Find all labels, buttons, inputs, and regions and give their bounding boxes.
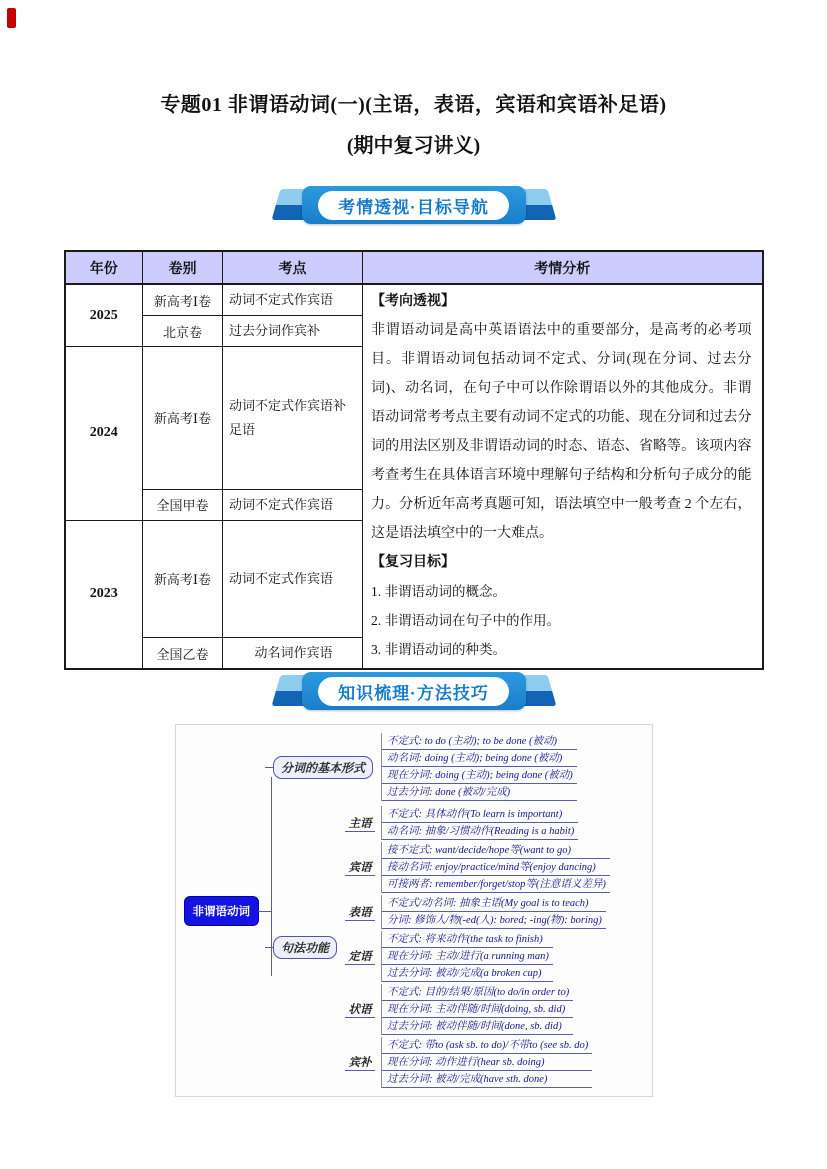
group-predicative <box>345 895 610 929</box>
point-cell: 动词不定式作宾语 <box>223 520 363 638</box>
mindmap-leaf: 动名词: doing (主动); being done (被动) <box>382 750 577 767</box>
paper-cell: 全国乙卷 <box>143 638 223 670</box>
point-cell: 动词不定式作宾语 <box>223 489 363 520</box>
mindmap-leaf: 过去分词: 被动伴随/时间(done, sb. did) <box>382 1018 573 1035</box>
mindmap-leaf: 可接两者: remember/forget/stop等(注意语义差异) <box>382 876 610 893</box>
mindmap-leaf: 接不定式: want/decide/hope等(want to go) <box>382 842 610 859</box>
mindmap-root-node: 非谓语动词 <box>184 896 260 926</box>
page-title: 专题01 非谓语动词(一)(主语，表语，宾语和宾语补足语) <box>160 94 667 116</box>
branch-label: 句法功能 <box>273 936 337 959</box>
paper-cell: 新高考Ⅰ卷 <box>143 520 223 638</box>
banner-title: 考情透视·目标导航 <box>318 191 509 220</box>
group-leaves <box>381 842 610 893</box>
year-cell: 2025 <box>65 284 143 347</box>
analysis-paragraph: 非谓语动词是高中英语语法中的重要部分，是高考的必考项目。非谓语动词包括动词不定式、分词(现在分词、过去分词)、动名词，在句子中可以作除谓语以外的其他成分。非谓语动词常考考点主要有动词不定式的功能、现在分词和过去分词的用法区别及非谓语动词的时态、语态、省略等。该项内容考查考生在具体语言环境中理解句子结构和分析句子成分的能力。分析近年高考真题可知，语法填空中一般考查 2 个左右，这是语法填空中的一大难点。 <box>371 323 752 541</box>
year-cell: 2024 <box>65 347 143 521</box>
mindmap-leaf: 过去分词: 被动/完成(a broken cup) <box>382 965 553 982</box>
point-cell: 动词不定式作宾语补足语 <box>223 347 363 490</box>
group-label: 主语 <box>345 815 375 832</box>
group-label: 表语 <box>345 904 375 921</box>
col-header-point: 考点 <box>223 251 363 284</box>
point-cell: 动名词作宾语 <box>223 638 363 670</box>
group-adverbial <box>345 984 610 1035</box>
point-cell: 动词不定式作宾语 <box>223 284 363 316</box>
group-leaves <box>381 1037 592 1088</box>
title-block <box>0 0 827 158</box>
section-banner-exam-insight <box>276 186 552 224</box>
mindmap-leaf: 现在分词: 动作进行(hear sb. doing) <box>382 1054 592 1071</box>
banner-body <box>302 186 526 224</box>
mindmap-branch-basic-forms <box>273 733 646 801</box>
mindmap-branches <box>273 733 646 1088</box>
group-object <box>345 842 610 893</box>
mindmap-leaf: 现在分词: 主动/进行(a running man) <box>382 948 553 965</box>
group-label: 宾语 <box>345 859 375 876</box>
mindmap-leaf: 现在分词: 主动伴随/时间(doing, sb. did) <box>382 1001 573 1018</box>
section-banner-knowledge <box>276 672 552 710</box>
branch-leaves <box>381 733 577 801</box>
paper-cell: 新高考Ⅰ卷 <box>143 347 223 490</box>
goals-section-title: 【复习目标】 <box>371 555 455 570</box>
table-header-row <box>65 251 763 284</box>
group-leaves <box>381 931 553 982</box>
banner-body <box>302 672 526 710</box>
paper-cell: 全国甲卷 <box>143 489 223 520</box>
group-leaves <box>381 806 578 840</box>
group-subject <box>345 806 610 840</box>
mindmap-leaf: 过去分词: 被动/完成(have sth. done) <box>382 1071 592 1088</box>
paper-cell: 北京卷 <box>143 316 223 347</box>
mindmap-branch-functions <box>273 806 646 1088</box>
mindmap-leaf: 不定式: 将来动作(the task to finish) <box>382 931 553 948</box>
mindmap-leaf: 现在分词: doing (主动); being done (被动) <box>382 767 577 784</box>
mindmap-leaf: 不定式: 目的/结果/原因(to do/in order to) <box>382 984 573 1001</box>
group-leaves <box>381 895 606 929</box>
col-header-year: 年份 <box>65 251 143 284</box>
function-groups <box>345 806 610 1088</box>
red-corner-mark <box>7 8 16 28</box>
branch-label: 分词的基本形式 <box>273 756 373 779</box>
group-label: 定语 <box>345 948 375 965</box>
goal-item: 3. 非谓语动词的种类。 <box>371 642 506 657</box>
mindmap-leaf: 不定式: 带to (ask sb. to do)/不带to (see sb. do) <box>382 1037 592 1054</box>
table-row <box>65 284 763 316</box>
group-object-complement <box>345 1037 610 1088</box>
mindmap-leaf: 接动名词: enjoy/practice/mind等(enjoy dancing) <box>382 859 610 876</box>
mindmap-leaf: 不定式/动名词: 抽象主语(My goal is to teach) <box>382 895 606 912</box>
page-subtitle: (期中复习讲义) <box>346 135 481 157</box>
mindmap-leaf: 不定式: to do (主动); to be done (被动) <box>382 733 577 750</box>
analysis-section-title: 【考向透视】 <box>371 294 455 309</box>
group-leaves <box>381 984 573 1035</box>
goal-item: 2. 非谓语动词在句子中的作用。 <box>371 613 560 628</box>
group-attributive <box>345 931 610 982</box>
analysis-cell <box>363 284 763 669</box>
exam-overview-table <box>64 250 764 670</box>
group-label: 状语 <box>345 1001 375 1018</box>
mindmap-leaf: 不定式: 具体动作(To learn is important) <box>382 806 578 823</box>
mindmap-leaf: 分词: 修饰人/物(-ed(人): bored; -ing(物): boring) <box>382 912 606 929</box>
paper-cell: 新高考Ⅰ卷 <box>143 284 223 316</box>
mindmap-non-finite-verbs <box>175 724 653 1097</box>
col-header-paper: 卷别 <box>143 251 223 284</box>
point-cell: 过去分词作宾补 <box>223 316 363 347</box>
banner-title: 知识梳理·方法技巧 <box>318 677 509 706</box>
mindmap-leaf: 过去分词: done (被动/完成) <box>382 784 577 801</box>
col-header-analysis: 考情分析 <box>363 251 763 284</box>
mindmap-leaf: 动名词: 抽象/习惯动作(Reading is a habit) <box>382 823 578 840</box>
year-cell: 2023 <box>65 520 143 669</box>
group-label: 宾补 <box>345 1054 375 1071</box>
goal-item: 1. 非谓语动词的概念。 <box>371 584 506 599</box>
